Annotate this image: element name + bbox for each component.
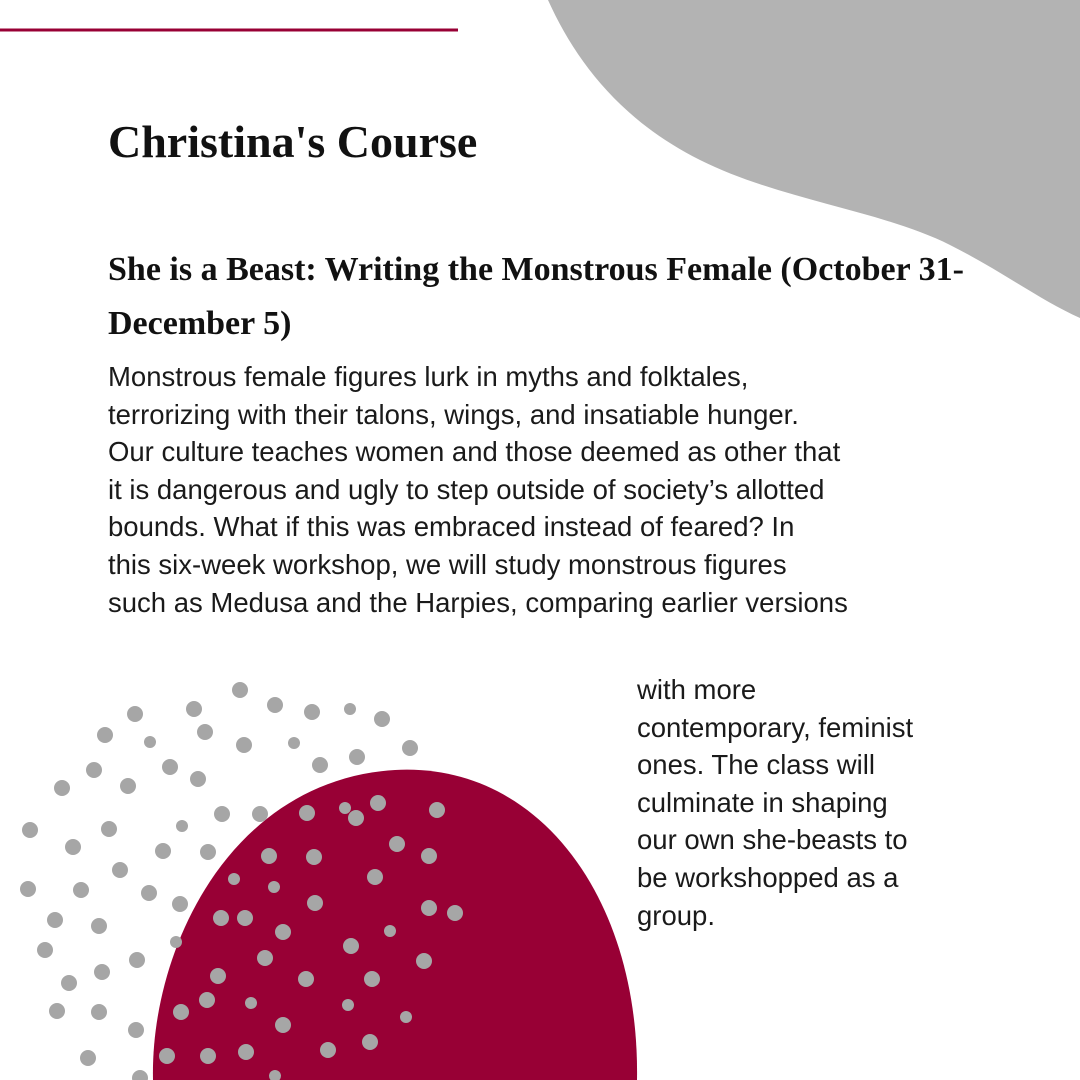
description-line: culminate in shaping [637, 786, 888, 818]
description-line: with more [637, 674, 757, 705]
decorative-dot [299, 805, 315, 821]
decorative-dot [97, 727, 113, 743]
decorative-dot [339, 802, 351, 814]
decorative-dot [54, 780, 70, 796]
decorative-dot [257, 950, 273, 966]
decorative-dot [159, 1048, 175, 1064]
decorative-dot [306, 849, 322, 865]
decorative-dot [267, 697, 283, 713]
decorative-dot [94, 964, 110, 980]
decorative-dot [120, 778, 136, 794]
decorative-dot [370, 795, 386, 811]
decorative-dot [213, 910, 229, 926]
decorative-dot [320, 1042, 336, 1058]
decorative-dot [252, 806, 268, 822]
decorative-dot [200, 844, 216, 860]
description-line: contemporary, feminist [637, 711, 914, 743]
decorative-dot [49, 1003, 65, 1019]
decorative-dot [141, 885, 157, 901]
decorative-dot [288, 737, 300, 749]
decorative-dot [342, 999, 354, 1011]
description-line: this six-week workshop, we will study monstrous figures [108, 548, 787, 580]
decorative-dot [367, 869, 383, 885]
decorative-dot [429, 802, 445, 818]
decorative-dot [186, 701, 202, 717]
decorative-dot [128, 1022, 144, 1038]
description-line: Our culture teaches women and those deemed as other that [108, 436, 841, 468]
decorative-dot [228, 873, 240, 885]
decorative-dot [402, 740, 418, 756]
decorative-dot [91, 918, 107, 934]
description-line: bounds. What if this was embraced instead of feared? In [108, 511, 795, 543]
decorative-dot [275, 1017, 291, 1033]
description-line: such as Medusa and the Harpies, comparing earlier versions [108, 586, 848, 618]
decorative-dot [73, 882, 89, 898]
page-title: Christina's Course [108, 116, 478, 167]
decorative-dot [144, 736, 156, 748]
decorative-dot [170, 936, 182, 948]
decorative-dot [238, 1044, 254, 1060]
decorative-dot [210, 968, 226, 984]
decorative-dot [232, 682, 248, 698]
decorative-dot [447, 905, 463, 921]
decorative-dot [307, 895, 323, 911]
description-line: be workshopped as a [637, 861, 899, 893]
decorative-dot [349, 749, 365, 765]
decorative-dot [80, 1050, 96, 1066]
decorative-dot [200, 1048, 216, 1064]
description-line: it is dangerous and ugly to step outside of society’s allotted [108, 473, 825, 505]
decorative-dot [298, 971, 314, 987]
decorative-dot [197, 724, 213, 740]
decorative-dot [400, 1011, 412, 1023]
decorative-dot [173, 1004, 189, 1020]
decorative-dot [364, 971, 380, 987]
decorative-dot [155, 843, 171, 859]
decorative-dot [348, 810, 364, 826]
decorative-dot [275, 924, 291, 940]
decorative-dot [374, 711, 390, 727]
decorative-dot [190, 771, 206, 787]
decorative-dot [362, 1034, 378, 1050]
description-line: our own she-beasts to [637, 824, 908, 856]
decorative-dot [65, 839, 81, 855]
decorative-dot [112, 862, 128, 878]
decorative-dot [132, 1070, 148, 1080]
decorative-dot [245, 997, 257, 1009]
decorative-dot [416, 953, 432, 969]
decorative-dot [236, 737, 252, 753]
decorative-dot [101, 821, 117, 837]
decorative-dot [421, 900, 437, 916]
decorative-dot [304, 704, 320, 720]
description-line: terrorizing with their talons, wings, and insatiable hunger. [108, 398, 799, 430]
decorative-dot [37, 942, 53, 958]
description-line: ones. The class will [637, 749, 875, 781]
decorative-dot [237, 910, 253, 926]
decorative-dot [343, 938, 359, 954]
decorative-dot [176, 820, 188, 832]
decorative-dot [344, 703, 356, 715]
decorative-dot [127, 706, 143, 722]
decorative-dot [162, 759, 178, 775]
decorative-dot [22, 822, 38, 838]
description-line: group. [637, 899, 715, 931]
description-line: Monstrous female figures lurk in myths and folktales, [108, 361, 749, 392]
decorative-dot [389, 836, 405, 852]
decorative-dot [261, 848, 277, 864]
decorative-dot [91, 1004, 107, 1020]
decorative-dot [312, 757, 328, 773]
decorative-dot [199, 992, 215, 1008]
decorative-dot [20, 881, 36, 897]
course-title: She is a Beast: Writing the Monstrous Female (October 31-December 5) [108, 251, 964, 342]
decorative-dot [61, 975, 77, 991]
decorative-dot [268, 881, 280, 893]
course-description [108, 358, 988, 621]
decorative-dot [384, 925, 396, 937]
decorative-dot [214, 806, 230, 822]
decorative-dot [86, 762, 102, 778]
decorative-dot [47, 912, 63, 928]
decorative-dot [129, 952, 145, 968]
course-description-continued [637, 671, 1037, 934]
decorative-dot [172, 896, 188, 912]
decorative-dot [421, 848, 437, 864]
